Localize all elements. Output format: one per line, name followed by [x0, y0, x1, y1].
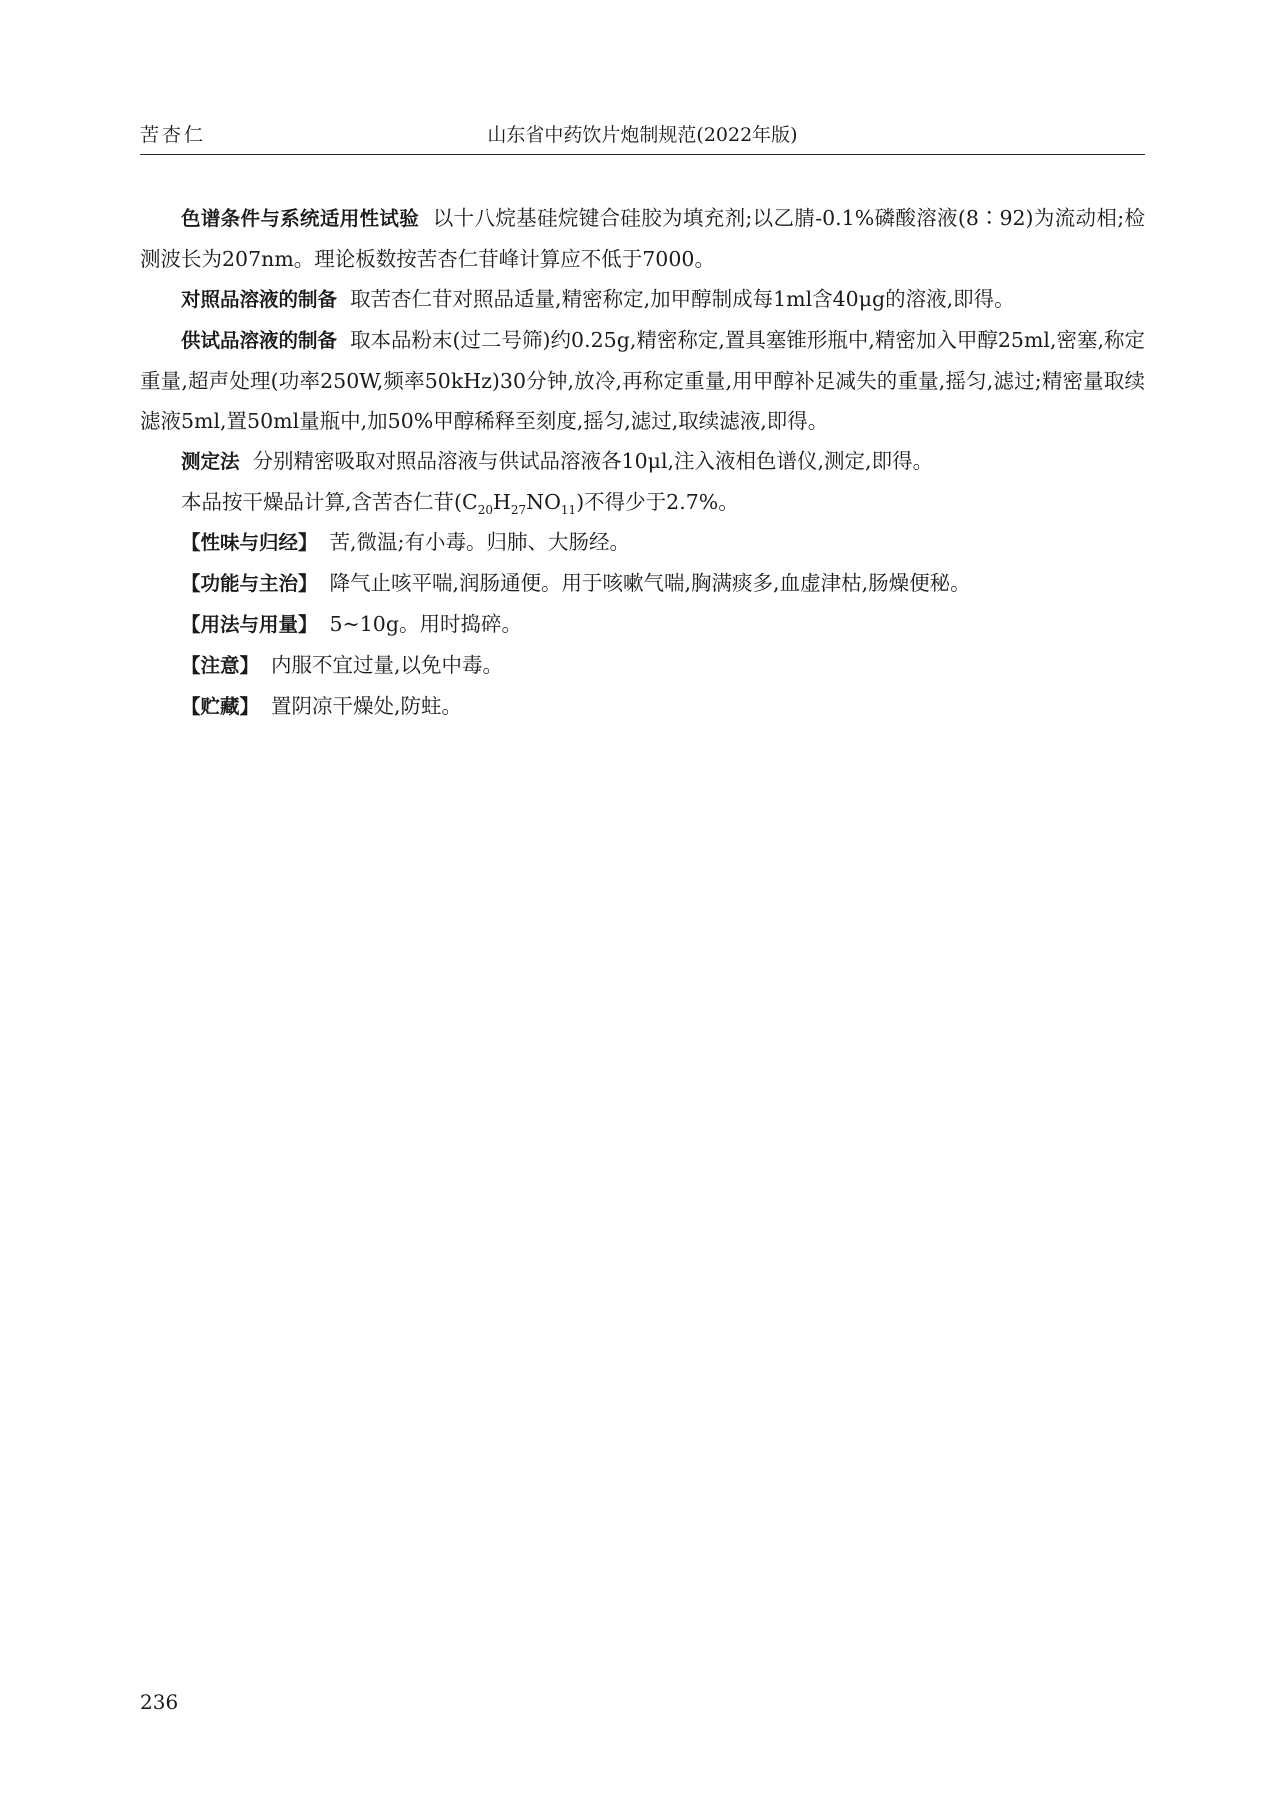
- section-label-usage: 【用法与用量】: [181, 613, 318, 636]
- paragraph-method: [140, 441, 1145, 482]
- paragraph-content-requirement: [140, 482, 1145, 522]
- paragraph-reference-solution: [140, 279, 1145, 320]
- section-label-method: 测定法: [181, 450, 240, 473]
- section-label-chromatography: 色谱条件与系统适用性试验: [181, 207, 420, 230]
- page-number: 236: [140, 1690, 179, 1714]
- formula-sub-carbon: 20: [477, 503, 493, 518]
- section-label-function: 【功能与主治】: [181, 572, 318, 595]
- running-header: [140, 118, 1145, 155]
- formula-sub-hydrogen: 27: [510, 503, 527, 518]
- content-text-before: 本品按干燥品计算,含苦杏仁苷(C: [181, 490, 478, 514]
- section-text-sample: 取本品粉末(过二号筛)约0.25g,精密称定,置具塞锥形瓶中,精密加入甲醇25ml,密塞,称定重量,超声处理(功率250W,频率50kHz)30分钟,放冷,再称定重量,用甲醇补足减失的重量,摇匀,滤过;精密量取续滤液5ml,置50ml量瓶中,加50%甲醇稀释至刻度,摇匀,滤过,取续滤液,即得。: [140, 328, 1145, 433]
- paragraph-sample-solution: [140, 320, 1145, 441]
- section-label-nature: 【性味与归经】: [181, 531, 318, 554]
- header-drug-name: 苦杏仁: [140, 124, 207, 146]
- paragraph-function: [140, 563, 1145, 604]
- paragraph-nature: [140, 522, 1145, 563]
- content-text-after: )不得少于2.7%。: [576, 490, 739, 514]
- formula-no: NO: [526, 490, 561, 514]
- section-text-method: 分别精密吸取对照品溶液与供试品溶液各10μl,注入液相色谱仪,测定,即得。: [252, 449, 934, 473]
- section-label-sample: 供试品溶液的制备: [181, 329, 338, 352]
- section-text-reference: 取苦杏仁苷对照品适量,精密称定,加甲醇制成每1ml含40μg的溶液,即得。: [350, 287, 1015, 311]
- page-body: [140, 198, 1145, 727]
- formula-sub-oxygen: 11: [560, 503, 577, 518]
- paragraph-caution: [140, 645, 1145, 686]
- section-label-reference: 对照品溶液的制备: [181, 288, 338, 311]
- section-text-caution: 内服不宜过量,以免中毒。: [271, 653, 504, 677]
- header-book-title: 山东省中药饮片炮制规范(2022年版): [487, 124, 798, 146]
- paragraph-chromatography: [140, 198, 1145, 279]
- section-text-nature: 苦,微温;有小毒。归肺、大肠经。: [329, 530, 630, 554]
- section-label-storage: 【贮藏】: [181, 695, 260, 718]
- section-label-caution: 【注意】: [181, 654, 260, 677]
- section-text-storage: 置阴凉干燥处,防蛀。: [271, 694, 463, 718]
- section-text-function: 降气止咳平喘,润肠通便。用于咳嗽气喘,胸满痰多,血虚津枯,肠燥便秘。: [329, 571, 971, 595]
- formula-hydrogen: H: [492, 490, 511, 514]
- paragraph-storage: [140, 686, 1145, 727]
- paragraph-usage: [140, 604, 1145, 645]
- section-text-usage: 5~10g。用时捣碎。: [329, 612, 522, 636]
- section-text-chromatography: 以十八烷基硅烷键合硅胶为填充剂;以乙腈-0.1%磷酸溶液(8∶92)为流动相;检测波长为207nm。理论板数按苦杏仁苷峰计算应不低于7000。: [140, 206, 1145, 271]
